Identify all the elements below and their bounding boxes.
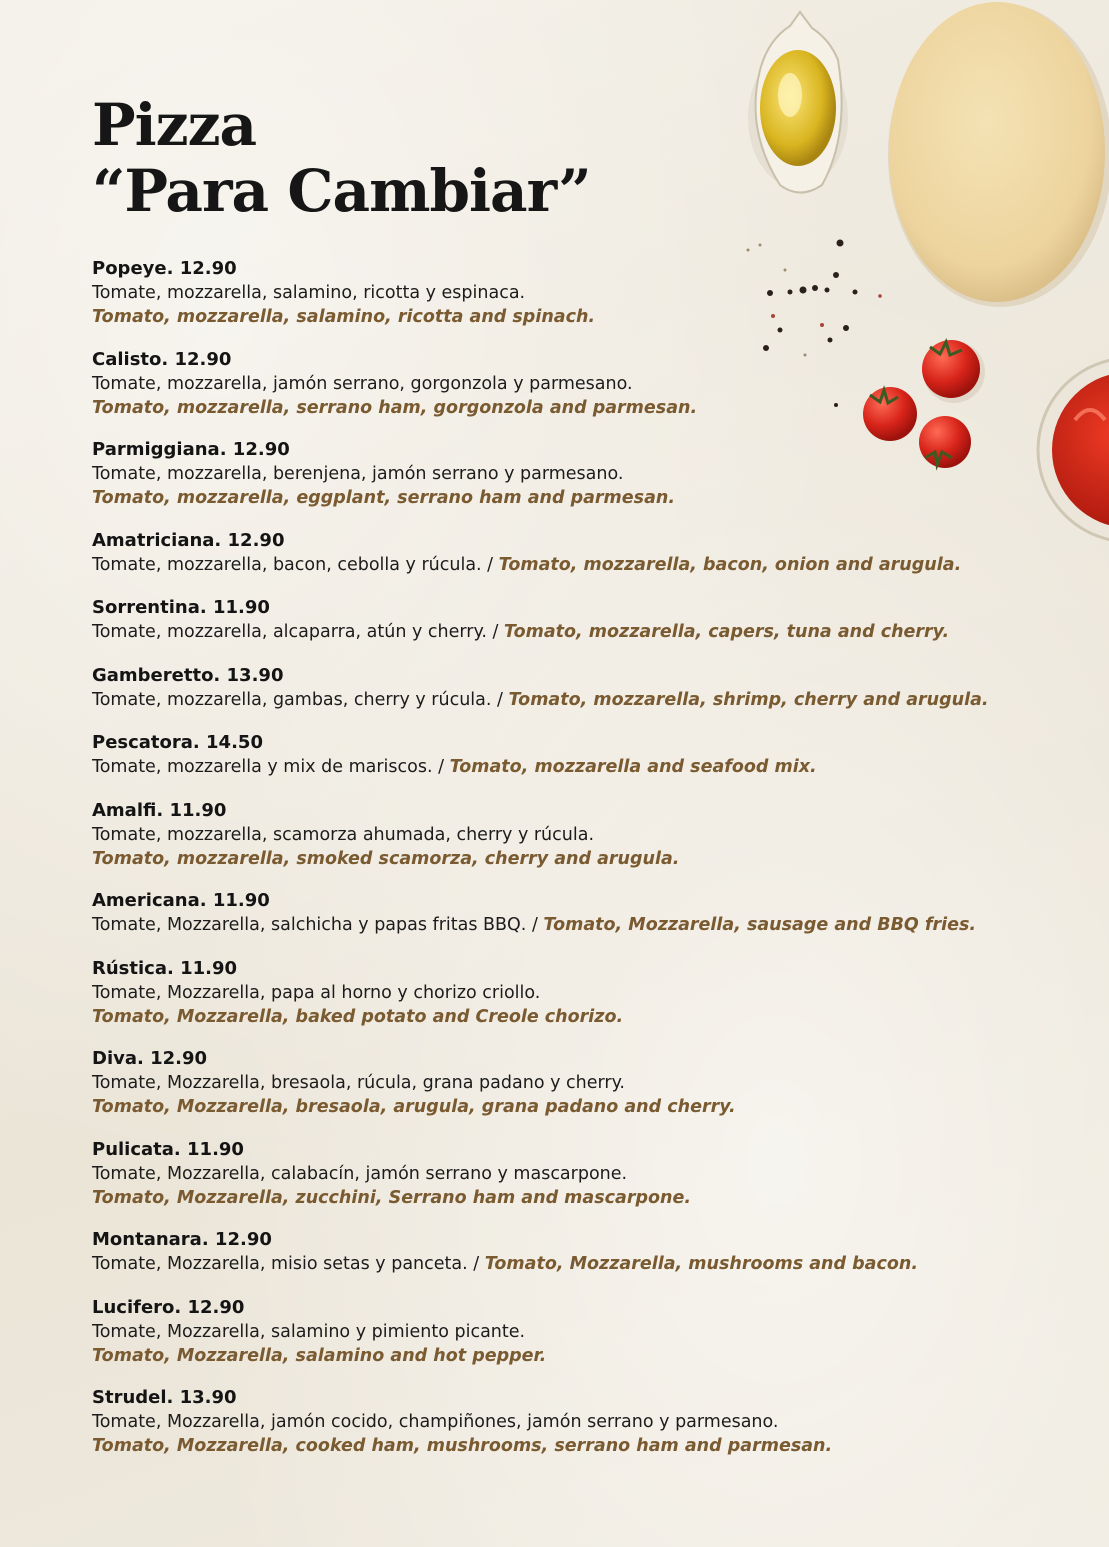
menu-item [92, 438, 1092, 510]
menu-item [92, 1138, 1092, 1210]
item-description [92, 755, 1092, 779]
item-name-price: Diva. 12.90 [92, 1048, 208, 1069]
menu-item [92, 799, 1092, 871]
menu-item [92, 731, 1092, 779]
item-description-english: Tomato, Mozzarella, sausage and BBQ fries. [543, 915, 977, 935]
item-name-price: Montanara. 12.90 [92, 1229, 272, 1250]
language-separator: / [467, 1254, 485, 1274]
item-description-english: Tomato, Mozzarella, zucchini, Serrano ham and mascarpone. [92, 1187, 691, 1208]
menu-item [92, 257, 1092, 329]
item-description-english-line [92, 305, 1092, 329]
item-description-spanish: Tomate, Mozzarella, misio setas y panceta. [92, 1254, 468, 1274]
item-description-spanish: Tomate, mozzarella, scamorza ahumada, cherry y rúcula. [92, 824, 595, 845]
item-description-spanish: Tomate, Mozzarella, salchicha y papas fritas BBQ. [92, 915, 527, 935]
item-description [92, 1071, 1092, 1095]
item-description-spanish: Tomate, mozzarella y mix de mariscos. [92, 757, 433, 777]
item-description [92, 372, 1092, 396]
language-separator: / [526, 915, 544, 935]
item-description-spanish: Tomate, mozzarella, jamón serrano, gorgonzola y parmesano. [92, 373, 633, 394]
menu-item [92, 596, 1092, 644]
item-description [92, 281, 1092, 305]
menu-item [92, 957, 1092, 1029]
item-description-spanish: Tomate, mozzarella, bacon, cebolla y rúcula. [92, 554, 482, 575]
item-description-spanish: Tomate, Mozzarella, bresaola, rúcula, grana padano y cherry. [92, 1073, 625, 1093]
item-description-english-line [92, 847, 1092, 871]
item-description [92, 553, 1092, 577]
item-description-english: Tomato, mozzarella, salamino, ricotta and spinach. [92, 307, 596, 327]
menu-item [92, 1296, 1092, 1368]
language-separator: / [432, 757, 450, 777]
item-description-spanish: Tomate, mozzarella, berenjena, jamón serrano y parmesano. [92, 464, 624, 484]
olive-oil-jug-icon [748, 12, 848, 193]
item-description [92, 1252, 1092, 1276]
item-description-english-line [92, 486, 1092, 510]
item-description-english-line [92, 396, 1092, 420]
menu-item [92, 889, 1092, 937]
item-name-price: Pulicata. 11.90 [92, 1138, 244, 1160]
item-name-price: Calisto. 12.90 [92, 348, 232, 370]
item-description-spanish: Tomate, Mozzarella, jamón cocido, champiñones, jamón serrano y parmesano. [92, 1412, 779, 1432]
item-description [92, 688, 1092, 712]
item-name-price: Sorrentina. 11.90 [92, 597, 270, 618]
item-description [92, 1320, 1092, 1344]
item-description-english-line [92, 1005, 1092, 1029]
item-description-english-line [92, 1186, 1092, 1210]
item-name-price: Popeye. 12.90 [92, 258, 237, 279]
item-description-spanish: Tomate, Mozzarella, papa al horno y chorizo criollo. [92, 982, 541, 1003]
item-description-english: Tomato, Mozzarella, baked potato and Creole chorizo. [92, 1006, 624, 1027]
item-description-english: Tomato, mozzarella, serrano ham, gorgonzola and parmesan. [92, 397, 698, 418]
item-description-english-line [92, 1344, 1092, 1368]
menu-item [92, 1228, 1092, 1276]
item-name-price: Gamberetto. 13.90 [92, 664, 284, 686]
title-line-1: Pizza [92, 91, 257, 159]
item-description-english: Tomato, mozzarella and seafood mix. [449, 757, 817, 777]
item-name-price: Amalfi. 11.90 [92, 799, 227, 821]
item-description-english: Tomato, mozzarella, smoked scamorza, cherry and arugula. [92, 848, 680, 869]
item-name-price: Pescatora. 14.50 [92, 732, 263, 753]
item-description-english-line [92, 1095, 1092, 1119]
item-description-spanish: Tomate, mozzarella, salamino, ricotta y espinaca. [92, 283, 526, 303]
item-name-price: Americana. 11.90 [92, 890, 270, 911]
menu-item [92, 1386, 1092, 1458]
menu-item [92, 1047, 1092, 1119]
item-description [92, 620, 1092, 644]
item-description-spanish: Tomate, mozzarella, alcaparra, atún y cherry. [92, 622, 487, 642]
item-description-english: Tomato, mozzarella, shrimp, cherry and arugula. [508, 689, 989, 710]
item-description [92, 1410, 1092, 1434]
item-name-price: Parmiggiana. 12.90 [92, 439, 290, 460]
item-name-price: Strudel. 13.90 [92, 1387, 237, 1408]
language-separator: / [491, 689, 509, 710]
item-description-spanish: Tomate, mozzarella, gambas, cherry y rúcula. [92, 689, 492, 710]
item-description [92, 1162, 1092, 1186]
menu-item [92, 529, 1092, 577]
menu-item [92, 348, 1092, 420]
item-description-spanish: Tomate, Mozzarella, calabacín, jamón serrano y mascarpone. [92, 1163, 628, 1184]
item-description-english: Tomato, Mozzarella, salamino and hot pepper. [92, 1345, 547, 1366]
item-description [92, 462, 1092, 486]
title-line-2: “Para Cambiar” [92, 157, 591, 225]
item-description-english: Tomato, Mozzarella, bresaola, arugula, grana padano and cherry. [92, 1097, 736, 1117]
item-description-english: Tomato, mozzarella, capers, tuna and cherry. [503, 622, 950, 642]
item-description-english: Tomato, mozzarella, bacon, onion and arugula. [498, 554, 962, 575]
item-description [92, 823, 1092, 847]
language-separator: / [486, 622, 504, 642]
item-description-english-line [92, 1434, 1092, 1458]
language-separator: / [481, 554, 499, 575]
item-description [92, 981, 1092, 1005]
item-description-english: Tomato, Mozzarella, mushrooms and bacon. [484, 1254, 918, 1274]
menu-item [92, 664, 1092, 712]
page-title [92, 92, 591, 224]
item-name-price: Rústica. 11.90 [92, 957, 238, 979]
item-name-price: Lucifero. 12.90 [92, 1296, 245, 1318]
item-description [92, 913, 1092, 937]
item-description-english: Tomato, Mozzarella, cooked ham, mushrooms, serrano ham and parmesan. [92, 1436, 833, 1456]
item-name-price: Amatriciana. 12.90 [92, 529, 285, 551]
item-description-spanish: Tomate, Mozzarella, salamino y pimiento picante. [92, 1321, 526, 1342]
item-description-english: Tomato, mozzarella, eggplant, serrano ham and parmesan. [92, 488, 675, 508]
